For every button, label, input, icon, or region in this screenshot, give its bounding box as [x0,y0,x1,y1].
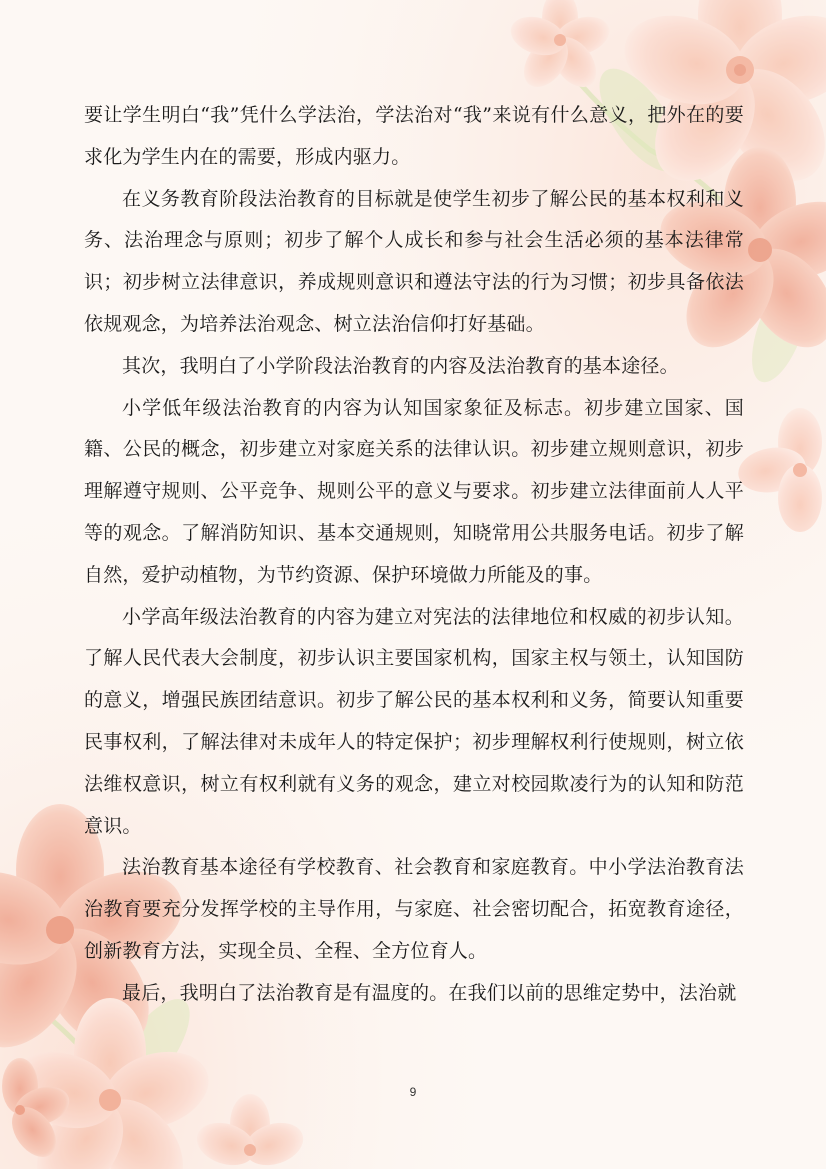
paragraph: 在义务教育阶段法治教育的目标就是使学生初步了解公民的基本权利和义务、法治理念与原则；初步了解个人成长和参与社会生活必须的基本法律常识；初步树立法律意识，养成规则意识和遵法守法的行为习惯；初步具备依法依规观念，为培养法治观念、树立法治信仰打好基础。 [84,187,744,335]
paragraph: 法治教育基本途径有学校教育、社会教育和家庭教育。中小学法治教育法治教育要充分发挥学校的主导作用，与家庭、社会密切配合，拓宽教育途径，创新教育方法，实现全员、全程、全方位育人。 [84,856,744,962]
paragraph: 要让学生明白“我”凭什么学法治，学法治对“我”来说有什么意义，把外在的要求化为学生内在的需要，形成内驱力。 [84,104,744,168]
page-number: 9 [409,1085,417,1099]
paragraph: 最后，我明白了法治教育是有温度的。在我们以前的思维定势中，法治就 [122,981,737,1004]
paragraph: 小学高年级法治教育的内容为建立对宪法的法律地位和权威的初步认知。了解人民代表大会制度，初步认识主要国家机构，国家主权与领土，认知国防的意义，增强民族团结意识。初步了解公民的基本权利和义务，简要认知重要民事权利，了解法律对未成年人的特定保护；初步理解权利行使规则，树立依法维权意识，树立有权利就有义务的观念，建立对校园欺凌行为的认知和防范意识。 [84,605,744,837]
paragraph: 小学低年级法治教育的内容为认知国家象征及标志。初步建立国家、国籍、公民的概念，初步建立对家庭关系的法律认识。初步建立规则意识，初步理解遵守规则、公平竞争、规则公平的意义与要求。初步建立法律面前人人平等的观念。了解消防知识、基本交通规则，知晓常用公共服务电话。初步了解自然，爱护动植物，为节约资源、保护环境做力所能及的事。 [84,396,744,586]
document-body [84,95,744,1015]
paragraph: 其次，我明白了小学阶段法治教育的内容及法治教育的基本途径。 [122,354,679,377]
